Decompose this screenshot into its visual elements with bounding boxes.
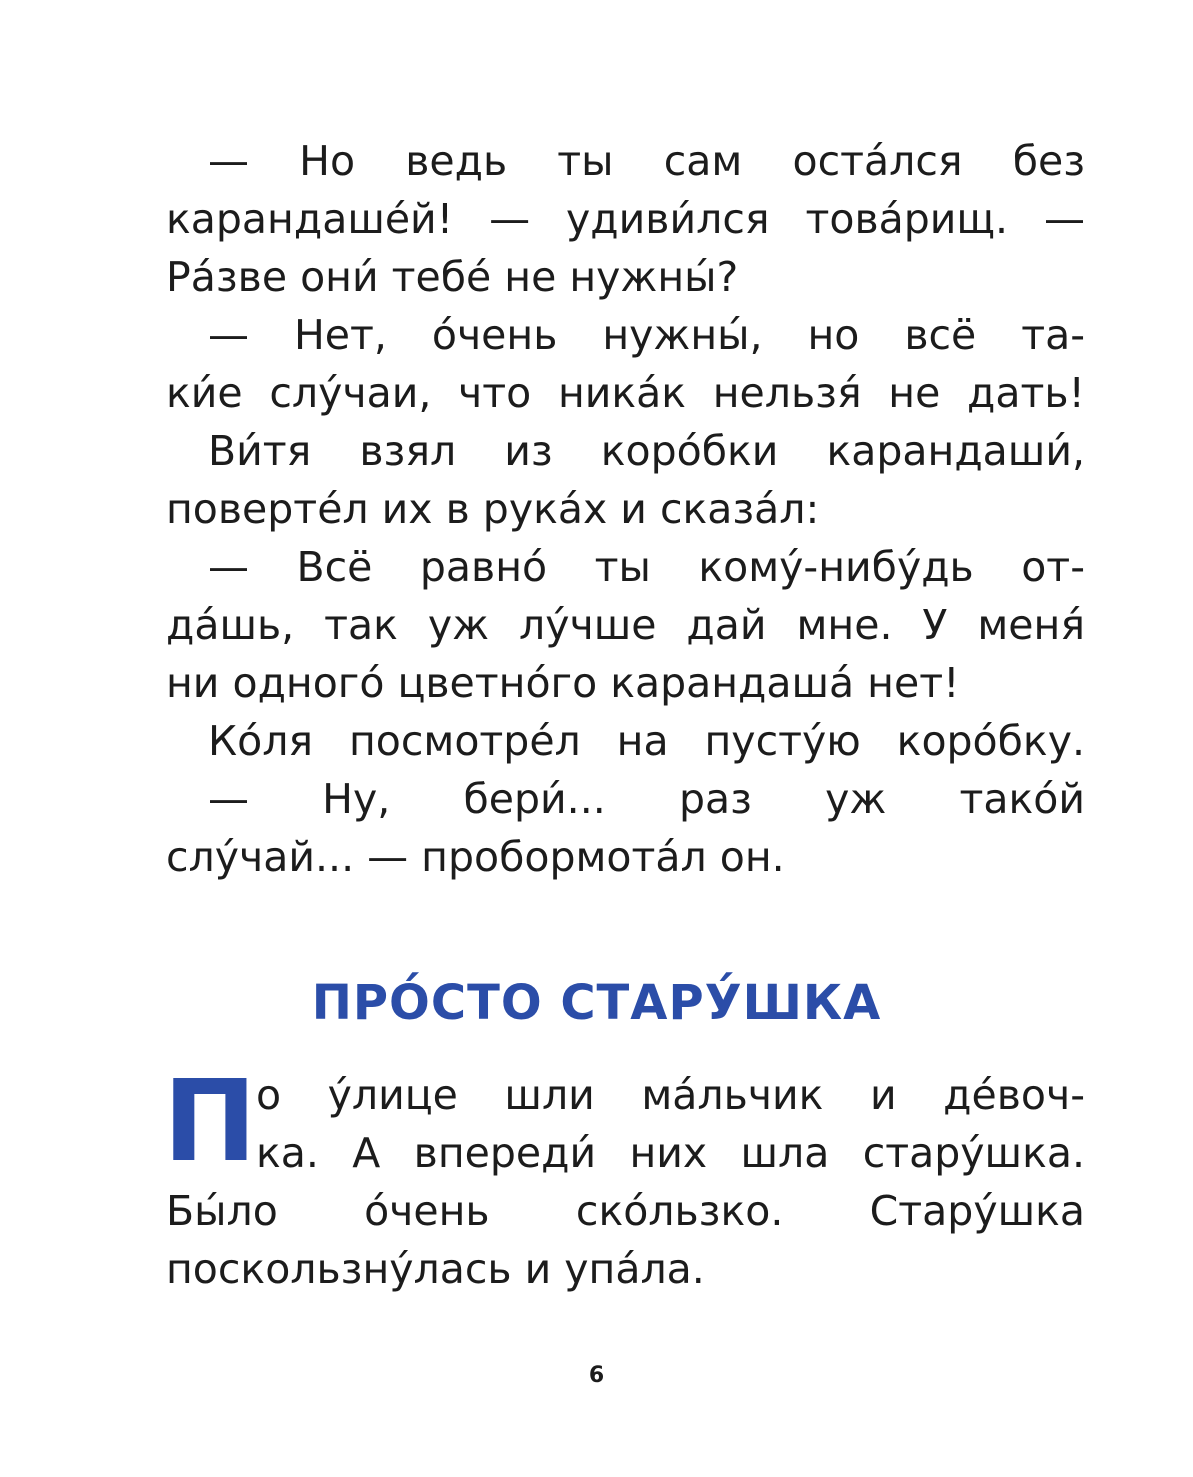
- text-line: слу́чай... — пробормота́л он.: [166, 833, 785, 881]
- text-line: — Ну, бери́... раз уж тако́й: [208, 775, 1085, 823]
- text-line: карандаше́й! — удиви́лся това́рищ. —: [166, 195, 1085, 243]
- text-line: Ра́зве они́ тебе́ не нужны́?: [166, 253, 739, 301]
- text-line: — Но ведь ты сам оста́лся без: [208, 137, 1085, 185]
- page-number: 6: [588, 1363, 605, 1388]
- text-line: ки́е слу́чаи, что ника́к нельзя́ не дать!: [166, 369, 1085, 417]
- text-line: о у́лице шли ма́льчик и де́воч-: [256, 1071, 1085, 1119]
- text-line: Ви́тя взял из коро́бки карандаши́,: [208, 427, 1085, 475]
- text-line: да́шь, так уж лу́чше дай мне. У меня́: [166, 601, 1085, 649]
- text-line: ни одного́ цветно́го карандаша́ нет!: [166, 659, 960, 707]
- drop-cap: П: [163, 1057, 257, 1187]
- text-line: поскользну́лась и упа́ла.: [166, 1245, 705, 1293]
- text-line: — Всё равно́ ты кому́-нибу́дь от-: [208, 543, 1085, 591]
- story-text-top: [166, 132, 1085, 886]
- text-line: — Нет, о́чень нужны́, но всё та-: [208, 311, 1085, 359]
- text-line: ка. А впереди́ них шла стару́шка.: [256, 1129, 1085, 1177]
- story-title: ПРО́СТО СТАРУ́ШКА: [311, 975, 882, 1031]
- text-line: поверте́л их в рука́х и сказа́л:: [166, 485, 820, 533]
- drop-cap-text: [256, 1066, 1085, 1182]
- text-line: Ко́ля посмотре́л на пусту́ю коро́бку.: [208, 717, 1085, 765]
- story-text-bottom: [166, 1182, 1085, 1298]
- text-line: Бы́ло о́чень ско́льзко. Стару́шка: [166, 1187, 1085, 1235]
